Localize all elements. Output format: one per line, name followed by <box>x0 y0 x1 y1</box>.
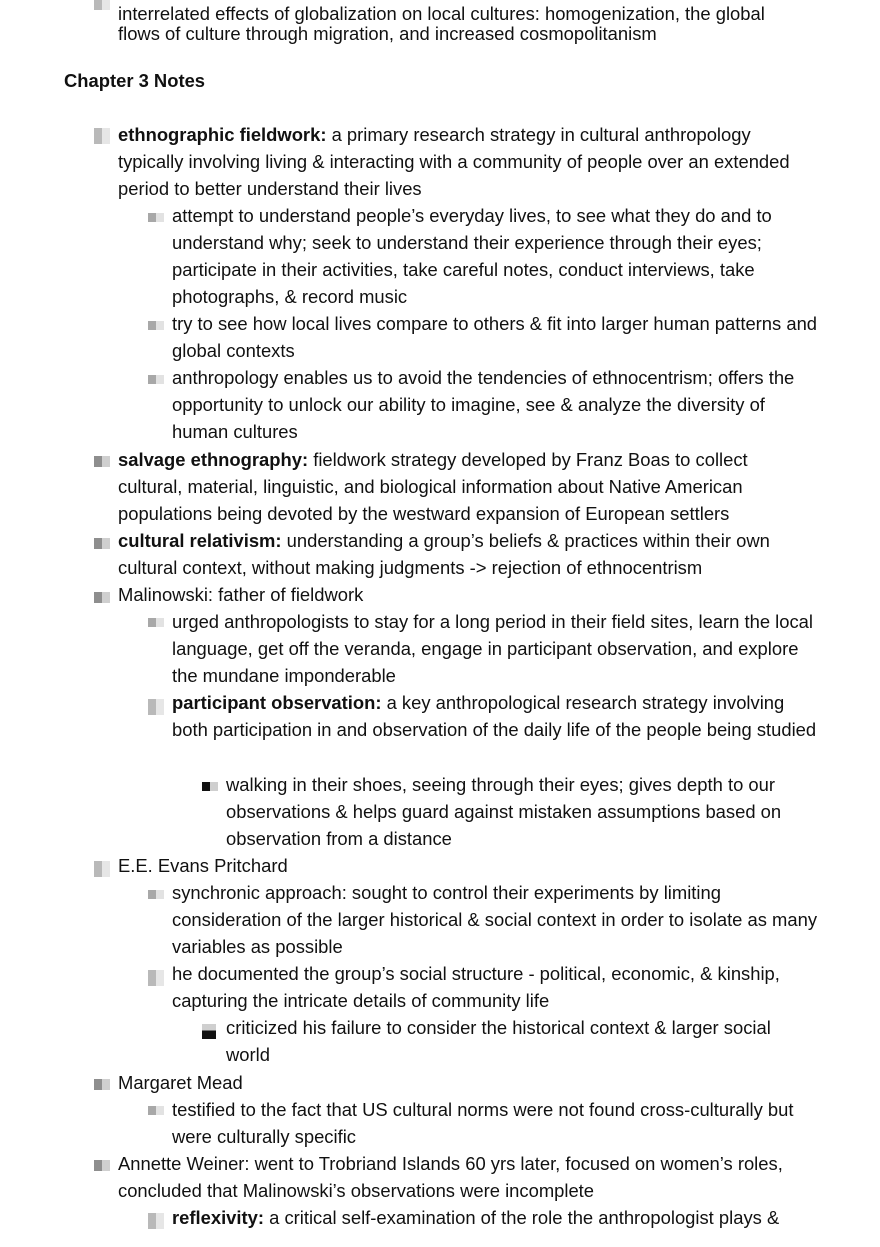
bullet-icon <box>94 0 110 10</box>
sub-item-reflexivity <box>172 1204 832 1231</box>
list-item-annette-weiner: Annette Weiner: went to Trobriand Islands 60 yrs later, focused on women’s roles, concluded that Malinowski’s observations were incomplete <box>118 1153 783 1201</box>
intro-line-2: flows of culture through migration, and increased cosmopolitanism <box>118 23 657 44</box>
bullet-icon <box>148 213 164 222</box>
sub-item-synchronic-approach: synchronic approach: sought to control their experiments by limiting consideration of the larger historical & social context in order to isolate as many variables as possible <box>172 882 818 957</box>
list-item-salvage-ethnography <box>118 446 798 527</box>
term-definition: fieldwork strategy developed by Franz Boas to collect cultural, material, linguistic, and biological information about Native American populations being devoted by the westward expansion of European settlers <box>118 449 748 524</box>
sub-sub-item-criticized-failure: criticized his failure to consider the historical context & larger social world <box>226 1017 771 1065</box>
bullet-icon <box>202 782 218 791</box>
page-title: Chapter 3 Notes <box>64 70 206 91</box>
bullet-icon <box>202 1024 216 1039</box>
term-label: participant observation: <box>172 692 382 713</box>
bullet-icon <box>148 618 164 627</box>
bullet-icon <box>148 375 164 384</box>
bullet-icon <box>94 456 110 467</box>
list-item-ethnographic-fieldwork <box>118 121 798 202</box>
bullet-icon <box>148 890 164 899</box>
intro-text <box>118 4 838 44</box>
bullet-icon <box>148 970 164 986</box>
term-label: reflexivity: <box>172 1207 264 1228</box>
list-item-margaret-mead: Margaret Mead <box>118 1072 243 1093</box>
sub-item-us-cultural-norms: testified to the fact that US cultural norms were not found cross-culturally but were culturally specific <box>172 1099 794 1147</box>
sub-item-urged-anthropologists: urged anthropologists to stay for a long period in their field sites, learn the local language, get off the veranda, engage in participant observation, and explore the mundane imponderable <box>172 611 813 686</box>
list-item-malinowski: Malinowski: father of fieldwork <box>118 584 364 605</box>
sub-item-compare-lives: try to see how local lives compare to others & fit into larger human patterns and global contexts <box>172 313 818 361</box>
term-definition: understanding a group’s beliefs & practices within their own cultural context, without making judgments -> rejection of ethnocentrism <box>118 530 770 578</box>
bullet-icon <box>148 1106 164 1115</box>
bullet-icon <box>148 699 164 715</box>
bullet-icon <box>94 861 110 877</box>
bullet-icon <box>94 1079 110 1090</box>
sub-sub-item-walking-shoes: walking in their shoes, seeing through their eyes; gives depth to our observations & helps guard against mistaken assumptions based on observation from a distance <box>226 774 782 849</box>
bullet-icon <box>148 1213 164 1229</box>
bullet-icon <box>148 321 164 330</box>
sub-item-everyday-lives: attempt to understand people’s everyday lives, to see what they do and to understand why; seek to understand their experience through their eyes; participate in their activities, take careful notes, conduct interviews, take photographs, & record music <box>172 205 772 307</box>
list-item-cultural-relativism <box>118 527 818 581</box>
bullet-icon <box>94 128 110 144</box>
term-label: salvage ethnography: <box>118 449 309 470</box>
bullet-icon <box>94 592 110 603</box>
term-definition: a primary research strategy in cultural anthropology typically involving living & interacting with a community of people over an extended period to better understand their lives <box>118 124 790 199</box>
intro-line-1: interrelated effects of globalization on local cultures: homogenization, the global <box>118 3 765 24</box>
sub-item-social-structure: he documented the group’s social structure - political, economic, & kinship, capturing the intricate details of community life <box>172 963 780 1011</box>
sub-item-participant-observation <box>172 689 822 743</box>
term-label: ethnographic fieldwork: <box>118 124 327 145</box>
bullet-icon <box>94 538 110 549</box>
sub-item-avoid-ethnocentrism: anthropology enables us to avoid the tendencies of ethnocentrism; offers the opportunity to unlock our ability to imagine, see & analyze the diversity of human cultures <box>172 367 795 442</box>
bullet-icon <box>94 1160 110 1171</box>
term-definition: a key anthropological research strategy involving both participation in and observation of the daily life of the people being studied <box>172 692 817 740</box>
term-definition: a critical self-examination of the role the anthropologist plays & <box>264 1207 780 1228</box>
term-label: cultural relativism: <box>118 530 282 551</box>
list-item-evans-pritchard: E.E. Evans Pritchard <box>118 855 288 876</box>
